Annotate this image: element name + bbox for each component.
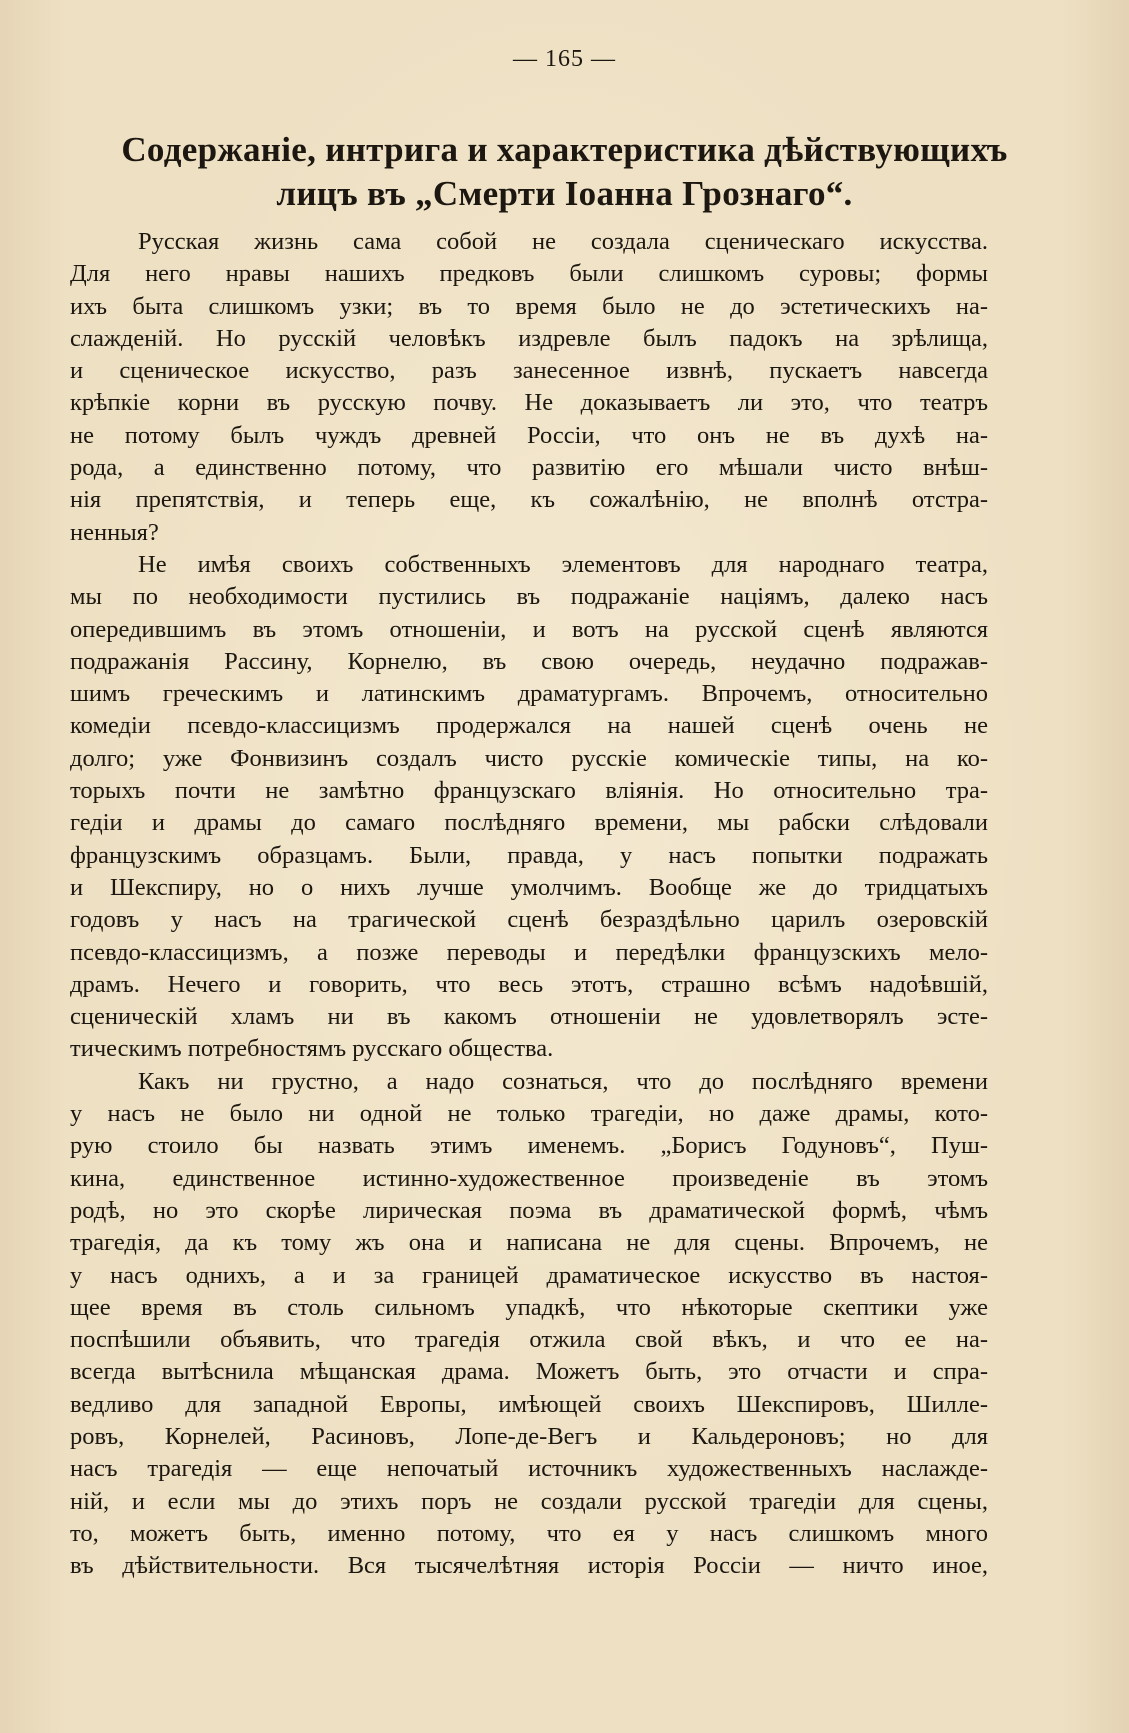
text-line: крѣпкіе корни въ русскую почву. Не доказываетъ ли это, что театръ <box>70 389 988 417</box>
text-line: ровъ, Корнелей, Расиновъ, Лопе-де-Вегъ и Кальдероновъ; но для <box>70 1422 988 1450</box>
text-line: Для него нравы нашихъ предковъ были слишкомъ суровы; формы <box>70 260 988 288</box>
text-line: Не имѣя своихъ собственныхъ элементовъ для народнаго театра, <box>138 550 988 578</box>
text-line: мы по необходимости пустились въ подражаніе націямъ, далеко насъ <box>70 583 988 611</box>
text-line: поспѣшили объявить, что трагедія отжила свой вѣкъ, и что ее на- <box>70 1326 988 1354</box>
text-line: гедіи и драмы до самаго послѣдняго времени, мы рабски слѣдовали <box>70 809 988 837</box>
text-line: комедіи псевдо-классицизмъ продержался на нашей сценѣ очень не <box>70 712 988 740</box>
page-number: — 165 — <box>513 46 616 72</box>
text-line: нія препятствія, и теперь еще, къ сожалѣнію, не вполнѣ отстра- <box>70 486 988 514</box>
text-line: у насъ не было ни одной не только трагедіи, но даже драмы, кото- <box>70 1100 988 1128</box>
text-line: долго; уже Фонвизинъ создалъ чисто русскіе комическіе типы, на ко- <box>70 744 988 772</box>
text-line: кина, единственное истинно-художественное произведеніе въ этомъ <box>70 1164 988 1192</box>
text-line: родѣ, но это скорѣе лирическая поэма въ драматической формѣ, чѣмъ <box>70 1196 988 1224</box>
text-line: ній, и если мы до этихъ поръ не создали русской трагедіи для сцены, <box>70 1487 988 1515</box>
text-line: не потому былъ чуждъ древней Россіи, что онъ не въ духѣ на- <box>70 421 988 449</box>
text-line: ихъ быта слишкомъ узки; въ то время было не до эстетическихъ на- <box>70 292 988 320</box>
text-line: то, можетъ быть, именно потому, что ея у насъ слишкомъ много <box>70 1519 988 1547</box>
text-line: тическимъ потребностямъ русскаго общества. <box>70 1035 554 1063</box>
text-line: псевдо-классицизмъ, а позже переводы и передѣлки французскихъ мело- <box>70 938 988 966</box>
body-text <box>70 226 988 1582</box>
text-line: у насъ однихъ, а и за границей драматическое искусство въ настоя- <box>70 1261 988 1289</box>
text-line: и Шекспиру, но о нихъ лучше умолчимъ. Вообще же до тридцатыхъ <box>70 873 988 901</box>
text-line: въ дѣйствительности. Вся тысячелѣтняя исторія Россіи — ничто иное, <box>70 1552 988 1580</box>
text-line: опередившимъ въ этомъ отношеніи, и вотъ на русской сценѣ являются <box>70 615 988 643</box>
text-line: французскимъ образцамъ. Были, правда, у насъ попытки подражать <box>70 841 988 869</box>
text-line: драмъ. Нечего и говорить, что весь этотъ, страшно всѣмъ надоѣвшій, <box>70 970 988 998</box>
text-line: насъ трагедія — еще непочатый источникъ художественныхъ наслажде- <box>70 1455 988 1483</box>
text-line: шимъ греческимъ и латинскимъ драматургамъ. Впрочемъ, относительно <box>70 680 988 708</box>
chapter-title-line: лицъ въ „Смерти Іоанна Грознаго“. <box>276 174 853 213</box>
text-line: торыхъ почти не замѣтно французскаго вліянія. Но относительно тра- <box>70 777 988 805</box>
text-line: Русская жизнь сама собой не создала сценическаго искусства. <box>138 228 988 255</box>
text-line: сценическій хламъ ни въ какомъ отношеніи не удовлетворялъ эсте- <box>70 1003 988 1031</box>
text-line: щее время въ столь сильномъ упадкѣ, что нѣкоторые скептики уже <box>70 1293 988 1321</box>
text-line: слажденій. Но русскій человѣкъ издревле былъ падокъ на зрѣлища, <box>70 324 988 352</box>
chapter-title <box>60 128 1069 216</box>
text-line: ведливо для западной Европы, имѣющей своихъ Шекспировъ, Шилле- <box>70 1390 988 1418</box>
text-line: рую стоило бы назвать этимъ именемъ. „Борисъ Годуновъ“, Пуш- <box>70 1132 988 1160</box>
text-line: рода, а единственно потому, что развитію его мѣшали чисто внѣш- <box>70 454 988 482</box>
text-line: всегда вытѣснила мѣщанская драма. Можетъ быть, это отчасти и спра- <box>70 1358 988 1386</box>
text-line: и сценическое искусство, разъ занесенное извнѣ, пускаетъ навсегда <box>70 357 988 385</box>
text-line: трагедія, да къ тому жъ она и написана не для сцены. Впрочемъ, не <box>70 1229 988 1257</box>
text-line: ненныя? <box>70 518 159 546</box>
text-line: годовъ у насъ на трагической сценѣ безраздѣльно царилъ озеровскій <box>70 906 988 934</box>
chapter-title-line: Содержаніе, интрига и характеристика дѣйствующихъ <box>121 130 1008 169</box>
text-line: Какъ ни грустно, а надо сознаться, что до послѣдняго времени <box>138 1067 988 1095</box>
text-line: подражанія Рассину, Корнелю, въ свою очередь, неудачно подражав- <box>70 647 988 675</box>
